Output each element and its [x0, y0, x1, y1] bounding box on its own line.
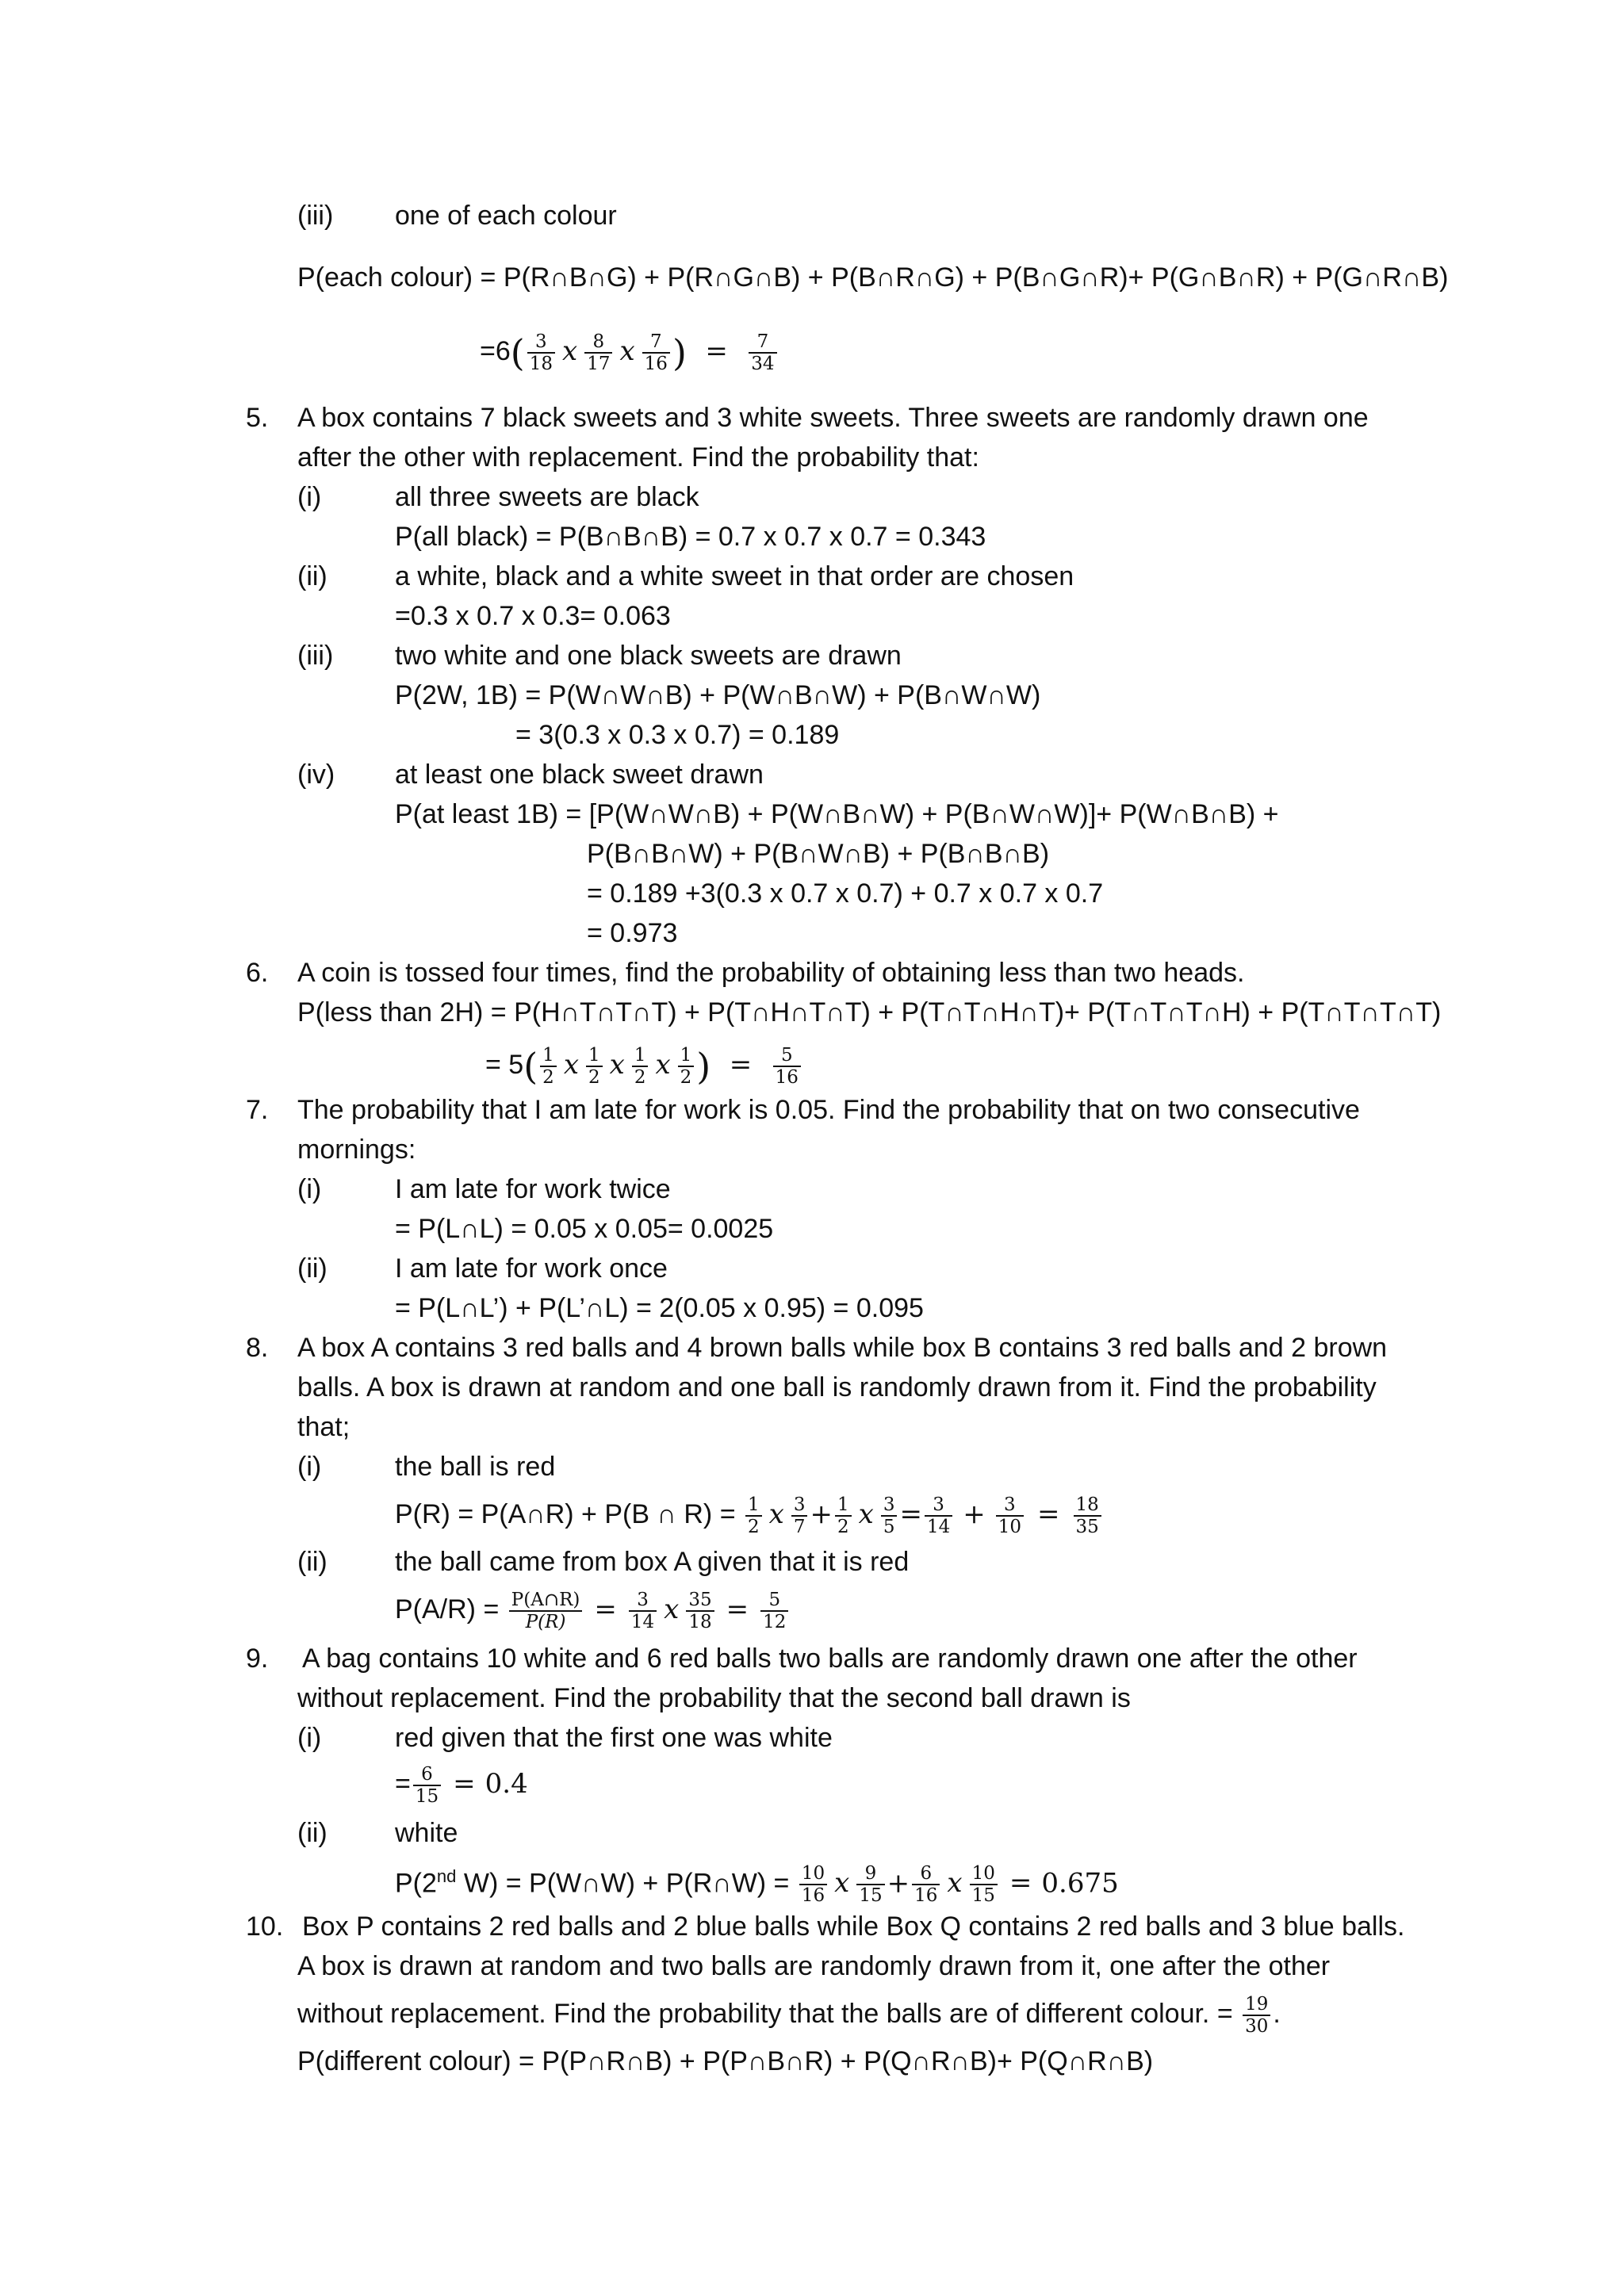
equation: P(each colour) = P(R∩B∩G) + P(R∩G∩B) + P(B∩R∩G) + P(B∩G∩R)+ P(G∩B∩R) + P(G∩R∩B) [297, 262, 1449, 293]
solution: = 0.973 [587, 918, 678, 948]
question-stem: mornings: [297, 1135, 416, 1165]
question-stem: after the other with replacement. Find the probability that: [297, 442, 979, 473]
fraction: $\frac{3}{14}$ [629, 1590, 657, 1632]
part-label: (iii) [297, 201, 334, 231]
fraction: $\frac{1}{2}$ [678, 1045, 695, 1088]
question-number: 8. [246, 1333, 269, 1363]
result-fraction: $\frac{5}{16}$ [773, 1045, 801, 1088]
result-fraction: $\frac{5}{12}$ [760, 1590, 788, 1632]
equation-calc: = 5( $\frac{1}{2}$ x $\frac{1}{2}$ x $\frac{1}{2}$ x $\frac{1}{2}$ ) = $\frac{5}{16}$ [485, 1045, 803, 1088]
equation-calc: =6( $\frac{3}{18}$ x $\frac{8}{17}$ x $\frac{7}{16}$ ) = $\frac{7}{34}$ [480, 331, 779, 374]
fraction: $\frac{6}{15}$ [413, 1764, 441, 1807]
solution: P(R) = P(A∩R) + P(B ∩ R) = $\frac{1}{2}$ x $\frac{3}{7}$ + $\frac{1}{2}$ x $\frac{3}{5}$ = $\frac{3}{14}$ + $\frac{3}{10}$ = $\frac{18}{35}$ [395, 1494, 1104, 1537]
solution: P(all black) = P(B∩B∩B) = 0.7 x 0.7 x 0.7 = 0.343 [395, 522, 986, 552]
solution-prefix: P(R) = P(A∩R) + P(B ∩ R) = [395, 1498, 736, 1529]
solution: P(2nd W) = P(W∩W) + P(R∩W) = $\frac{10}{16}$ x $\frac{9}{15}$ + $\frac{6}{16}$ x $\frac{10}{15}$ = 0.675 [395, 1863, 1119, 1907]
equation: P(different colour) = P(P∩R∩B) + P(P∩B∩R) + P(Q∩R∩B)+ P(Q∩R∩B) [297, 2046, 1154, 2076]
question-number: 10. [246, 1911, 284, 1942]
fraction: $\frac{1}{2}$ [586, 1045, 603, 1088]
solution: P(2W, 1B) = P(W∩W∩B) + P(W∩B∩W) + P(B∩W∩W) [395, 680, 1041, 710]
part-label: (ii) [297, 1253, 327, 1284]
part-label: (iv) [297, 760, 335, 790]
fraction: $\frac{1}{2}$ [632, 1045, 649, 1088]
fraction: $\frac{10}{15}$ [970, 1863, 998, 1906]
solution: = P(L∩L) = 0.05 x 0.05= 0.0025 [395, 1214, 774, 1244]
equation: P(less than 2H) = P(H∩T∩T∩T) + P(T∩H∩T∩T) + P(T∩T∩H∩T)+ P(T∩T∩T∩H) + P(T∩T∩T∩T) [297, 997, 1442, 1027]
part-label: (ii) [297, 1818, 327, 1848]
fraction: $\frac{3}{5}$ [881, 1494, 898, 1537]
part-text: I am late for work twice [395, 1174, 671, 1204]
part-text: I am late for work once [395, 1253, 668, 1284]
fraction: $\frac{3}{14}$ [925, 1494, 952, 1537]
fraction: $\frac{10}{16}$ [799, 1863, 827, 1906]
question-number: 5. [246, 403, 269, 433]
fraction: $\frac{9}{15}$ [856, 1863, 884, 1906]
result-fraction: $\frac{7}{34}$ [749, 331, 776, 374]
answer-fraction: $\frac{19}{30}$ [1243, 1994, 1270, 2037]
result-value: 0.675 [1041, 1867, 1119, 1900]
calc-prefix: =6 [480, 335, 511, 366]
conditional-fraction: $\frac{P(A\cap R)}{P(R)}$ [509, 1590, 583, 1632]
question-stem: The probability that I am late for work is 0.05. Find the probability that on two consecutive [297, 1095, 1360, 1125]
solution-prefix: P(A/R) = [395, 1594, 500, 1624]
part-text: white [395, 1818, 458, 1848]
question-number: 7. [246, 1095, 269, 1125]
part-text: all three sweets are black [395, 482, 699, 512]
fraction: $\frac{1}{2}$ [540, 1045, 557, 1088]
part-text: two white and one black sweets are drawn [395, 641, 902, 671]
question-stem: without replacement. Find the probability that the second ball drawn is [297, 1683, 1131, 1713]
fraction: $\frac{1}{2}$ [835, 1494, 852, 1537]
part-text: red given that the first one was white [395, 1723, 833, 1753]
calc-prefix: = 5 [485, 1049, 524, 1080]
part-label: (i) [297, 1723, 322, 1753]
fraction: $\frac{35}{18}$ [686, 1590, 714, 1632]
result-fraction: $\frac{18}{35}$ [1074, 1494, 1101, 1537]
question-stem: balls. A box is drawn at random and one ball is randomly drawn from it. Find the probability [297, 1372, 1377, 1402]
question-stem: A bag contains 10 white and 6 red balls two balls are randomly drawn one after the other [302, 1644, 1358, 1674]
question-stem: A coin is tossed four times, find the probability of obtaining less than two heads. [297, 958, 1245, 988]
fraction: $\frac{7}{16}$ [642, 331, 670, 374]
solution: P(B∩B∩W) + P(B∩W∩B) + P(B∩B∩B) [587, 839, 1050, 869]
part-label: (i) [297, 1174, 322, 1204]
fraction: $\frac{3}{18}$ [527, 331, 555, 374]
question-stem: Box P contains 2 red balls and 2 blue balls while Box Q contains 2 red balls and 3 blue balls. [302, 1911, 1405, 1942]
question-stem: A box A contains 3 red balls and 4 brown balls while box B contains 3 red balls and 2 brown [297, 1333, 1388, 1363]
part-label: (i) [297, 1452, 322, 1482]
part-label: (iii) [297, 641, 334, 671]
fraction: $\frac{3}{7}$ [791, 1494, 808, 1537]
question-stem: without replacement. Find the probability that the balls are of different colour. = $\frac{19}{30}$ . [297, 1994, 1281, 2037]
part-text: the ball came from box A given that it is red [395, 1547, 910, 1577]
question-stem: A box contains 7 black sweets and 3 white sweets. Three sweets are randomly drawn one [297, 403, 1369, 433]
fraction: $\frac{1}{2}$ [745, 1494, 762, 1537]
part-text: the ball is red [395, 1452, 556, 1482]
fraction: $\frac{3}{10}$ [996, 1494, 1024, 1537]
solution: P(A/R) = $\frac{P(A\cap R)}{P(R)}$ = $\frac{3}{14}$ x $\frac{35}{18}$ = $\frac{5}{12}$ [395, 1590, 791, 1632]
fraction: $\frac{8}{17}$ [584, 331, 612, 374]
part-text: a white, black and a white sweet in that order are chosen [395, 561, 1074, 591]
solution: = 0.189 +3(0.3 x 0.7 x 0.7) + 0.7 x 0.7 x 0.7 [587, 878, 1104, 909]
question-number: 9. [246, 1644, 269, 1674]
part-label: (ii) [297, 1547, 327, 1577]
part-label: (ii) [297, 561, 327, 591]
question-number: 6. [246, 958, 269, 988]
solution: = 3(0.3 x 0.3 x 0.7) = 0.189 [515, 720, 840, 750]
solution: = $\frac{6}{15}$ = 0.4 [395, 1764, 528, 1807]
part-label: (i) [297, 482, 322, 512]
question-stem: that; [297, 1412, 350, 1442]
fraction: $\frac{6}{16}$ [912, 1863, 940, 1906]
result-value: 0.4 [485, 1767, 528, 1800]
part-text: at least one black sweet drawn [395, 760, 764, 790]
solution: = P(L∩L’) + P(L’∩L) = 2(0.05 x 0.95) = 0.095 [395, 1293, 924, 1323]
solution: P(at least 1B) = [P(W∩W∩B) + P(W∩B∩W) + P(B∩W∩W)]+ P(W∩B∩B) + [395, 799, 1279, 829]
question-stem: A box is drawn at random and two balls are randomly drawn from it, one after the other [297, 1951, 1331, 1981]
solution: =0.3 x 0.7 x 0.3= 0.063 [395, 601, 671, 631]
part-text: one of each colour [395, 201, 617, 231]
